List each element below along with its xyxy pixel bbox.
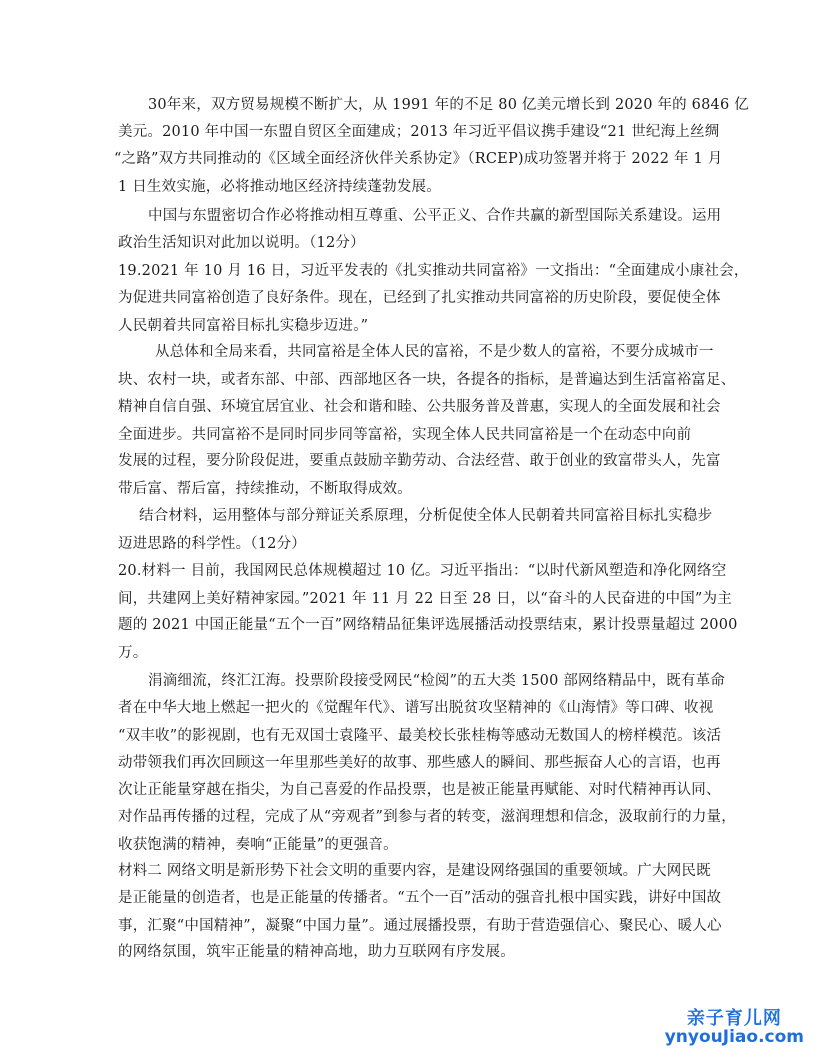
question-20-line-1: 20.材料一 目前，我国网民总体规模超过 10 亿。习近平指出：“以时代新风塑造和净化网络空 xyxy=(118,563,727,579)
material-2-line-2: 是正能量的创造者，也是正能量的传播者。“五个一百”活动的强音扎根中国实践，讲好中国故 xyxy=(118,890,722,906)
paragraph-line-26: 次让正能量穿越在指尖，为自己喜爱的作品投票，也是被正能量再赋能、对时代精神再认同、 xyxy=(118,782,721,798)
question-19-line-3: 人民朝着共同富裕目标扎实稳步迈进。” xyxy=(118,318,369,334)
question-20-line-3: 题的 2021 中国正能量“五个一百”网络精品征集评选展播活动投票结束，累计投票量超过 2000 xyxy=(118,617,738,633)
material-2-line-1: 材料二 网络文明是新形势下社会文明的重要内容，是建设网络强国的重要领域。广大网民既 xyxy=(118,863,711,879)
paragraph-line-11: 块、农村一块，或者东部、中部、西部地区各一块，各提各的指标，是普遍达到生活富裕富足、 xyxy=(118,372,736,388)
paragraph-line-5: 中国与东盟密切合作必将推动相互尊重、公平正义、合作共赢的新型国际关系建设。运用 xyxy=(148,208,722,224)
question-19-line-2: 为促进共同富裕创造了良好条件。现在，已经到了扎实推动共同富裕的历史阶段，要促使全体 xyxy=(118,290,721,306)
paragraph-line-28: 收获饱满的精神，奏响“正能量”的更强音。 xyxy=(118,837,398,853)
question-19-prompt-line-1: 结合材料，运用整体与部分辩证关系原理，分析促使全体人民朝着共同富裕目标扎实稳步 xyxy=(139,508,713,524)
paragraph-line-13: 全面进步。共同富裕不是同时同步同等富裕，实现全体人民共同富裕是一个在动态中向前 xyxy=(118,427,692,443)
paragraph-line-10: 从总体和全局来看，共同富裕是全体人民的富裕，不是少数人的富裕，不要分成城市一 xyxy=(155,344,714,360)
paragraph-line-2: 美元。2010 年中国一东盟自贸区全面建成；2013 年习近平倡议携手建设“21 世纪海上丝绸 xyxy=(118,124,720,140)
paragraph-line-15: 带后富、帮后富，持续推动，不断取得成效。 xyxy=(118,481,412,497)
paragraph-line-4: 1 日生效实施，必将推动地区经济持续蓬勃发展。 xyxy=(118,179,441,195)
paragraph-line-6: 政治生活知识对此加以说明。（12分） xyxy=(118,235,365,251)
paragraph-line-3: “之路”双方共同推动的《区域全面经济伙伴关系协定》（RCEP)成功签署并将于 2022 年 1 月 xyxy=(114,151,723,167)
question-20-line-2: 间，共建网上美好精神家园。”2021 年 11 月 22 日至 28 日，以“奋斗的人民奋进的中国”为主 xyxy=(118,591,732,607)
paragraph-line-12: 精神自信自强、环境宜居宜业、社会和谐和睦、公共服务普及普惠，实现人的全面发展和社会 xyxy=(118,399,721,415)
watermark-en-text: ynyouJiao.com xyxy=(664,1027,804,1047)
site-watermark xyxy=(665,1010,804,1046)
question-19-prompt-line-2: 迈进思路的科学性。（12分） xyxy=(118,536,306,552)
question-19-line-1: 19.2021 年 10 月 16 日，习近平发表的《扎实推动共同富裕》一文指出：“全面建成小康社会， xyxy=(118,263,749,279)
paragraph-line-25: 动带领我们再次回顾这一年里那些美好的故事、那些感人的瞬间、那些振奋人心的言语，也再 xyxy=(118,755,721,771)
paragraph-line-23: 者在中华大地上燃起一把火的《觉醒年代》、谱写出脱贫攻坚精神的《山海情》等口碑、收视 xyxy=(118,700,714,716)
material-2-line-4: 的网络氛围，筑牢正能量的精神高地，助力互联网有序发展。 xyxy=(118,944,515,960)
paragraph-line-1: 30年来，双方贸易规模不断扩大，从 1991 年的不足 80 亿美元增长到 2020 年的 6846 亿 xyxy=(148,97,749,113)
paragraph-line-24: “双丰收”的影视剧，也有无双国士袁隆平、最美校长张桂梅等感动无数国人的榜样模范。该活 xyxy=(118,728,722,744)
paragraph-line-27: 对作品再传播的过程，完成了从“旁观者”到参与者的转变，滋润理想和信念，汲取前行的力量， xyxy=(118,809,736,825)
watermark-cn-text: 亲子育儿网 xyxy=(686,1008,782,1029)
paragraph-line-14: 发展的过程，要分阶段促进，要重点鼓励辛勤劳动、合法经营、敢于创业的致富带头人，先富 xyxy=(118,453,721,469)
material-2-line-3: 事，汇聚“中国精神”，凝聚“中国力量”。通过展播投票，有助于营造强信心、聚民心、暖人心 xyxy=(118,918,722,934)
paragraph-line-22: 涓滴细流，终汇江海。投票阶段接受网民“检阅”的五大类 1500 部网络精品中，既有革命 xyxy=(148,673,726,689)
question-20-line-4: 万。 xyxy=(118,645,148,661)
